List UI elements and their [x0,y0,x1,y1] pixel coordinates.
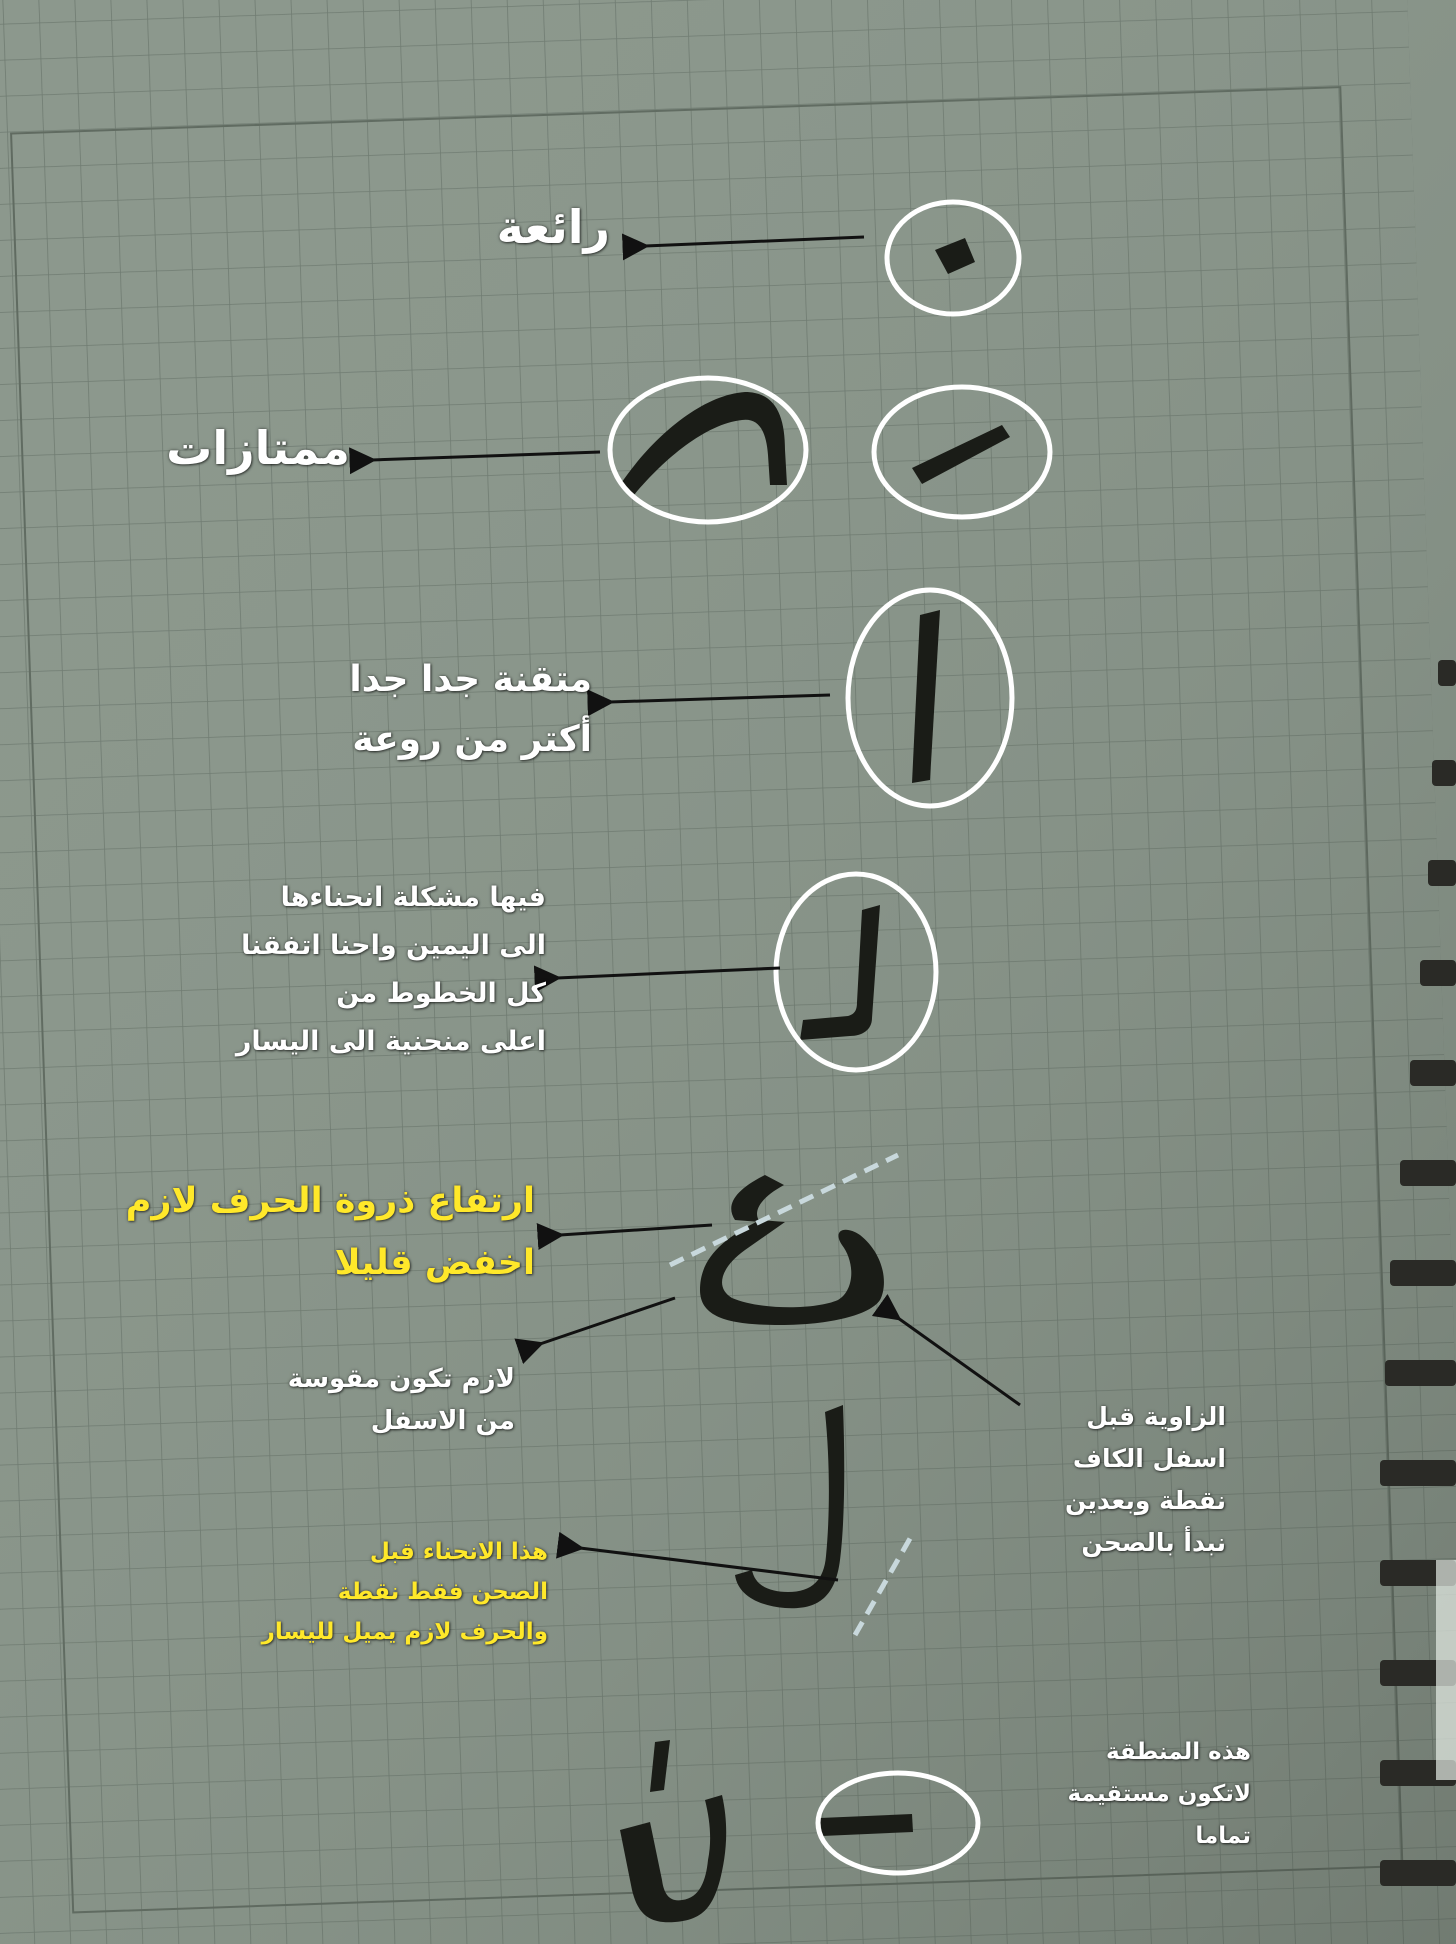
annotation-stroke-fatha: ممتازات [166,421,350,475]
annotation-dot: رائعة [496,200,610,254]
annotation-bend-before-bowl: هذا الانحناء قبل الصحن فقط نقطة والحرف لازم يميل لليسار [261,1539,548,1645]
paper-edge-highlight [1436,1560,1456,1780]
annotation-curve-bottom: لازم تكون مقوسة من الاسفل [287,1364,515,1436]
annotation-alif: متقنة جدا جدا أكتر من روعة [349,659,592,760]
annotation-not-straight-area: هذه المنطقة لاتكون مستقيمة تماما [1067,1739,1251,1849]
annotation-lam-alif-shape: فيها مشكلة انحناءها الى اليمين واحنا اتفقنا كل الخطوط من اعلى منحنية الى اليسار [235,882,546,1057]
annotation-kaf-angle: الزاوية قبل اسفل الكاف نقطة وبعدين نبدأ بالصحن [1065,1402,1226,1557]
annotation-peak-height: ارتفاع ذروة الحرف لازم اخفض قليلا [125,1181,535,1283]
